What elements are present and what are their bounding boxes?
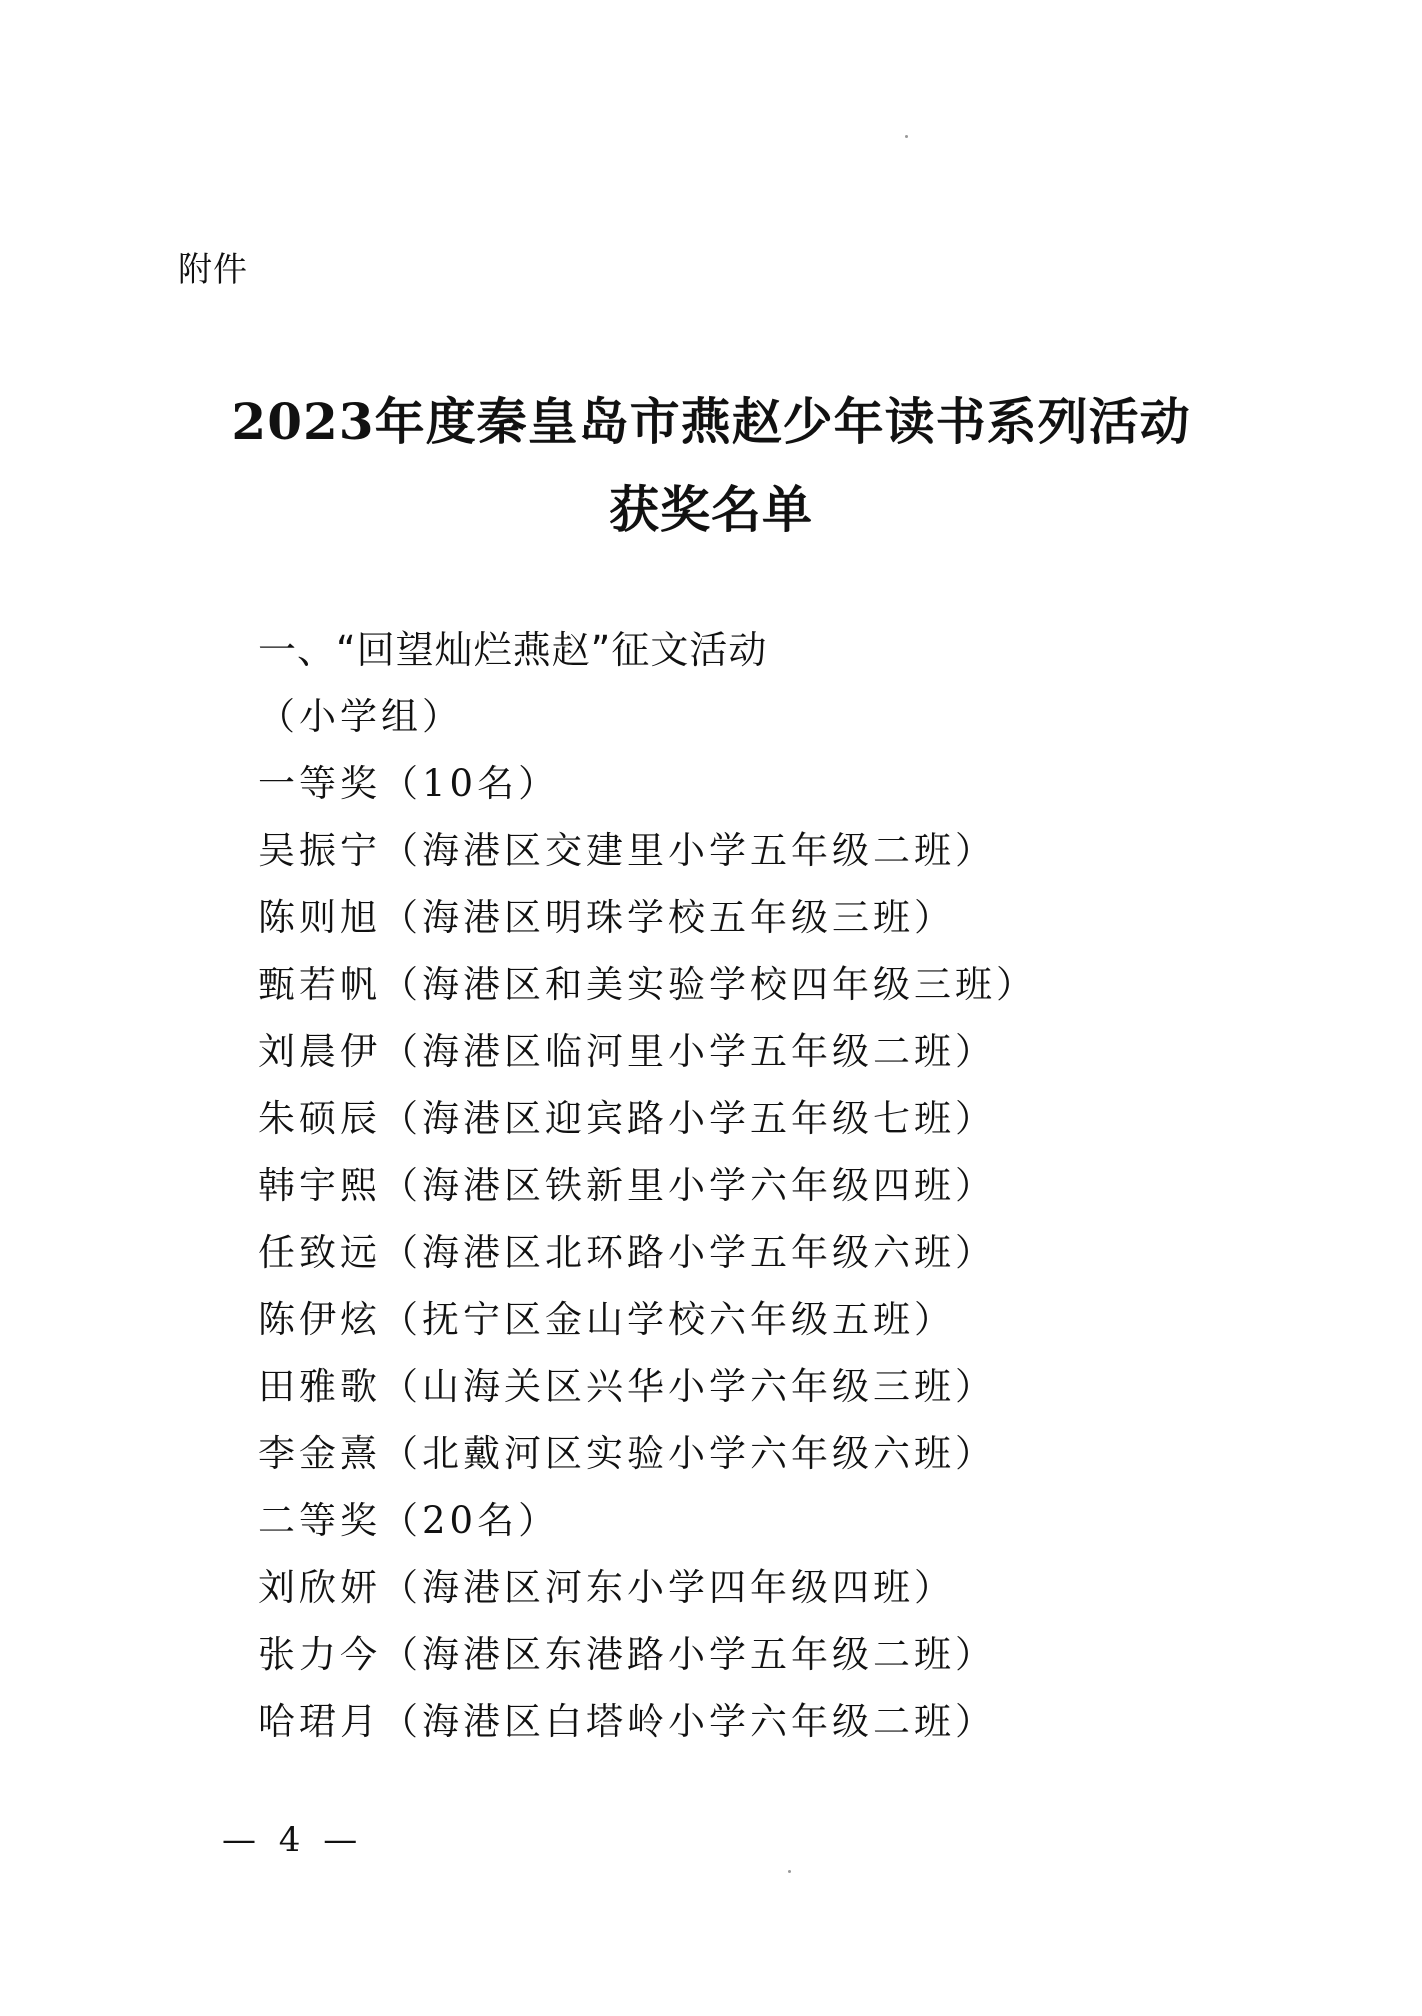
winner-entry: 田雅歌（山海关区兴华小学六年级三班）: [258, 1365, 996, 1408]
attachment-label: 附件: [178, 250, 248, 290]
second-prize-label: 二等奖（20名）: [258, 1499, 560, 1542]
winner-entry: 吴振宁（海港区交建里小学五年级二班）: [258, 829, 996, 872]
winner-entry: 韩宇熙（海港区铁新里小学六年级四班）: [258, 1164, 996, 1207]
document-title-line-2: 获奖名单: [609, 480, 813, 539]
winner-entry: 朱硕辰（海港区迎宾路小学五年级七班）: [258, 1097, 996, 1140]
page-number: — 4 —: [222, 1820, 364, 1860]
winner-entry: 哈珺月（海港区白塔岭小学六年级二班）: [258, 1700, 996, 1743]
first-prize-label: 一等奖（10名）: [258, 762, 560, 805]
section-heading: 一、“回望灿烂燕赵”征文活动: [258, 628, 768, 672]
winner-entry: 陈则旭（海港区明珠学校五年级三班）: [258, 896, 955, 939]
winner-entry: 张力今（海港区东港路小学五年级二班）: [258, 1633, 996, 1676]
winner-entry: 甄若帆（海港区和美实验学校四年级三班）: [258, 963, 1037, 1006]
winner-entry: 刘晨伊（海港区临河里小学五年级二班）: [258, 1030, 996, 1073]
group-label: （小学组）: [258, 695, 463, 738]
winner-entry: 李金熹（北戴河区实验小学六年级六班）: [258, 1432, 996, 1475]
winner-entry: 刘欣妍（海港区河东小学四年级四班）: [258, 1566, 955, 1609]
document-title-line-1: 2023年度秦皇岛市燕赵少年读书系列活动: [231, 392, 1191, 451]
winner-entry: 任致远（海港区北环路小学五年级六班）: [258, 1231, 996, 1274]
scan-speck: [905, 135, 908, 138]
scan-speck: [788, 1870, 791, 1873]
winner-entry: 陈伊炫（抚宁区金山学校六年级五班）: [258, 1298, 955, 1341]
